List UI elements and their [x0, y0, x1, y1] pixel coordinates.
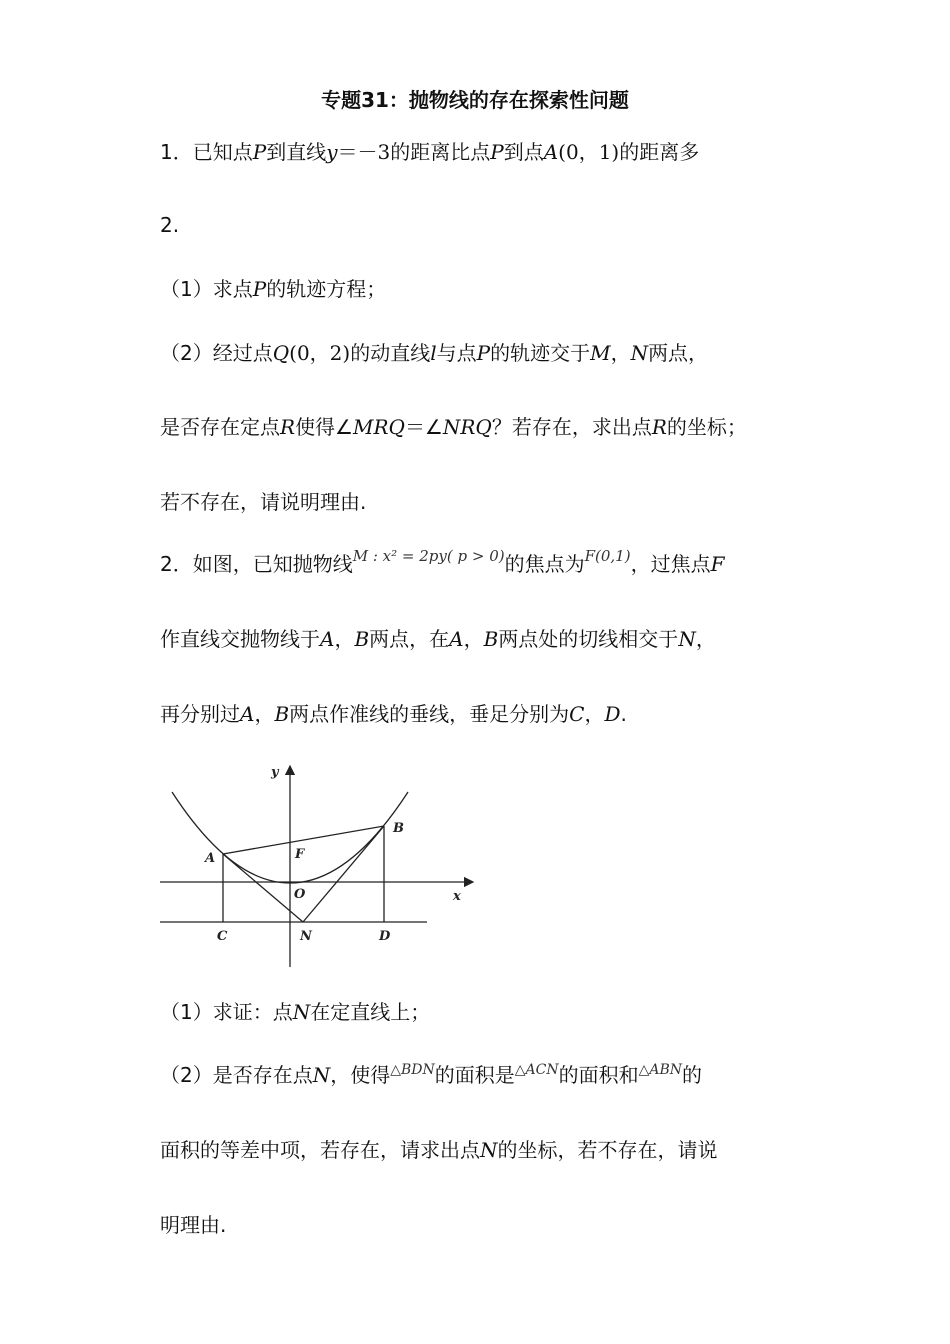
q2-part-2-cont: 面积的等差中项，若存在，请求出点N的坐标，若不存在，请说 — [160, 1138, 718, 1162]
formula-parabola: M : x² = 2py( p > 0) — [352, 547, 505, 565]
q1-line-2: 2. — [160, 213, 180, 237]
label-d: D — [379, 929, 391, 944]
tangent-b — [303, 826, 384, 922]
tangent-a — [223, 854, 303, 922]
label-b: B — [393, 821, 404, 836]
triangle-abn: △ABN — [638, 1062, 683, 1078]
q1-part-2: （2）经过点Q(0，2)的动直线l与点P的轨迹交于M，N两点， — [160, 341, 709, 365]
formula-focus: F(0,1) — [584, 547, 631, 565]
q1-part-2-end: 若不存在，请说明理由. — [160, 490, 367, 514]
label-a: A — [205, 851, 216, 866]
triangle-acn: △ACN — [514, 1062, 559, 1078]
label-y: y — [271, 765, 279, 780]
label-o: O — [294, 887, 306, 902]
q1-part-2-cont: 是否存在定点R使得∠MRQ＝∠NRQ？若存在，求出点R的坐标； — [160, 415, 747, 439]
q1-part-1: （1）求点P的轨迹方程； — [160, 277, 387, 301]
label-f: F — [295, 847, 305, 862]
label-x: x — [453, 889, 461, 904]
q1-line-1: 1．已知点P到直线y＝－3的距离比点P到点A(0，1)的距离多 — [160, 140, 700, 164]
q2-line-3: 再分别过A，B两点作准线的垂线，垂足分别为C，D. — [160, 702, 627, 726]
q2-part-2: （2）是否存在点N，使得$^{\triangle BDN}$的面积是$^{\triangle ACN}$的面积和$^{\triangle ABN}$的 — [160, 1062, 703, 1087]
q2-part-2-end: 明理由. — [160, 1213, 227, 1237]
page-title: 专题31：抛物线的存在探索性问题 — [321, 88, 629, 112]
q2-line-2: 作直线交抛物线于A，B两点，在A，B两点处的切线相交于N， — [160, 627, 716, 651]
label-n: N — [300, 929, 312, 944]
q2-part-1: （1）求证：点N在定直线上； — [160, 1000, 431, 1024]
label-c: C — [217, 929, 228, 944]
q2-line-1: 2．如图，已知抛物线$^{M : x^2 = 2py( p > 0)}$的焦点为$^{F(0,1)}$，过焦点F — [160, 547, 725, 576]
parabola-figure — [155, 760, 485, 975]
triangle-bdn: △BDN — [390, 1062, 435, 1078]
